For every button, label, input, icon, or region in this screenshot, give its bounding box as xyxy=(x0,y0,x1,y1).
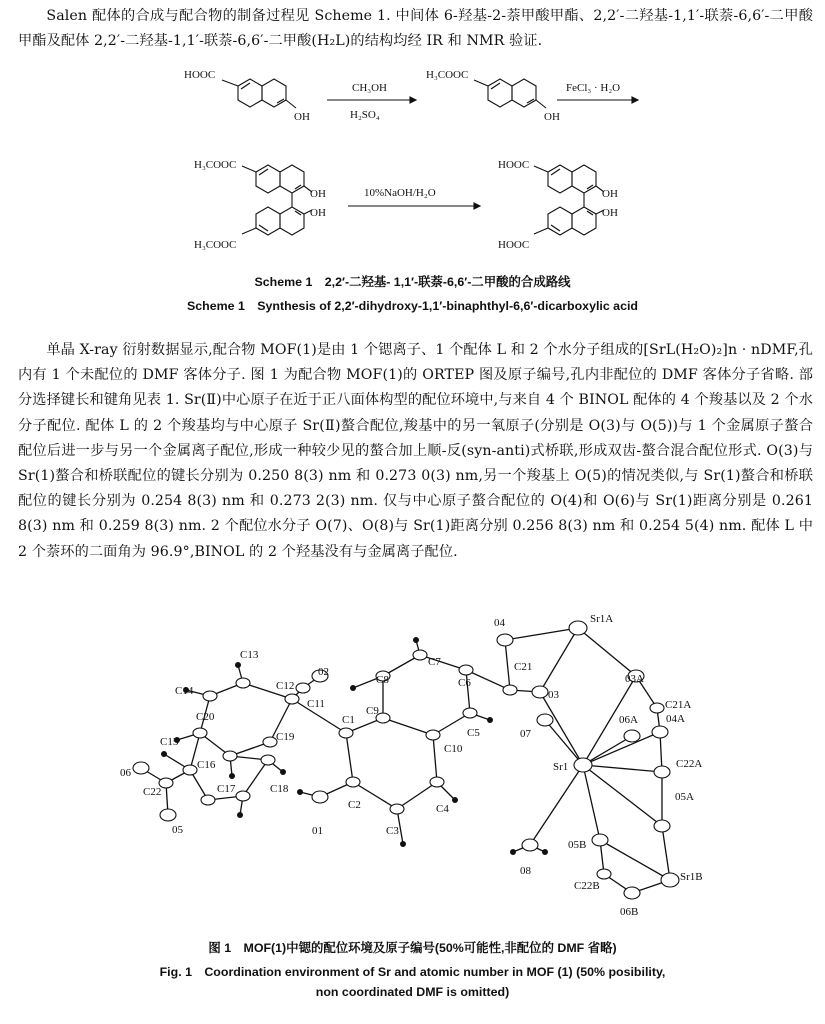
atom-o6a: 06A xyxy=(619,714,638,726)
label-hooc-d2: HOOC xyxy=(498,239,530,251)
atom-c22a: C22A xyxy=(676,758,703,770)
figure-caption-en-line1: Fig. 1 Coordination environment of Sr and atomic number in MOF (1) (50% posibility, xyxy=(159,965,666,979)
atom-c9: C9 xyxy=(366,705,379,717)
reagent-sulfuric-acid: H₂SO₄ xyxy=(350,109,380,121)
atom-c1: C1 xyxy=(342,714,355,726)
atom-o5: 05 xyxy=(172,824,183,836)
label-hooc-d1: HOOC xyxy=(498,159,530,171)
atom-c3: C3 xyxy=(386,825,399,837)
atom-c7: C7 xyxy=(428,656,441,668)
atom-o3a: 03A xyxy=(625,673,644,685)
atom-c15: C15 xyxy=(160,736,179,748)
label-oh-d1: OH xyxy=(602,188,618,200)
reagent-ferric-chloride: FeCl₃ · H₂O xyxy=(566,82,621,94)
atom-c10: C10 xyxy=(444,743,463,755)
intro-text: Salen 配体的合成与配合物的制备过程见 Scheme 1. 中间体 6-羟基-2-萘甲酸甲酯、2,2′-二羟基-1,1′-联萘-6,6′-二甲酸甲酯及配体 2,2′-二羟基-1,1′-联萘-6,6′-二甲酸(H₂L)的结构均经 IR 和 NMR 验证. xyxy=(18,8,813,50)
reagent-methanol: CH₃OH xyxy=(352,82,388,94)
atom-c21a: C21A xyxy=(665,699,692,711)
atom-c22b: C22B xyxy=(574,880,600,892)
atom-c12: C12 xyxy=(276,680,295,692)
atom-o1: 01 xyxy=(312,825,323,837)
atom-o4a: 04A xyxy=(666,713,685,725)
atom-c2: C2 xyxy=(348,799,361,811)
results-text: 单晶 X-ray 衍射数据显示,配合物 MOF(1)是由 1 个锶离子、1 个配体 L 和 2 个水分子组成的[SrL(H₂O)₂]n · nDMF,孔内有 1 个未配位的 DMF 客体分子. 图 1 为配合物 MOF(1)的 ORTEP 图及原子编号,孔内非配位的 DMF 客体分子省略. 部分选择键长和键角见表 1. Sr(Ⅱ)中心原子在近于正八面体构型的配位环境中,与来自 4 个 BINOL 配体的 4 个羧基以及 2 个水分子配位. 配体 L 的 2 个羧基均与中心原子 Sr(Ⅱ)螯合配位,羧基中的另一氧原子(分别是 O(3)与 O(5))与 1 个金属原子螯合配位后进一步与另一个金属离子配位,形成一种较少见的螯合加上顺-反(syn-anti)式桥联,形成双齿-螯合混合配位形式. O(3)与 Sr(1)螯合和桥联配位的键长分别为 0.250 8(3) nm 和 0.273 0(3) nm,另一个羧基上 O(5)的情况类似,与 Sr(1)螯合和桥联配位的键长分别为 0.254 8(3) nm 和 0.273 2(3) nm. 仅与中心原子螯合配位的 O(4)和 O(6)与 Sr(1)距离分别是 0.261 8(3) nm 和 0.259 8(3) nm. 2 个配位水分子 O(7)、O(8)与 Sr(1)距离分别 0.256 8(3) nm 和 0.254 5(4) nm. 配体 L 中 2 个萘环的二面角为 96.9°,BINOL 的 2 个羟基没有与金属离子配位. xyxy=(18,342,813,560)
atom-o5b: 05B xyxy=(568,839,587,851)
atom-c20: C20 xyxy=(196,711,215,723)
scheme-caption-en: Scheme 1 Synthesis of 2,2′-dihydroxy-1,1′-binaphthyl-6,6′-dicarboxylic acid xyxy=(187,299,638,313)
atom-sr1: Sr1 xyxy=(553,761,569,773)
atom-o2: 02 xyxy=(318,666,329,678)
label-oh-c2: OH xyxy=(310,207,326,219)
label-oh-b: OH xyxy=(544,111,560,123)
label-hooc-a: HOOC xyxy=(184,69,216,81)
label-h3cooc-b: H₃COOC xyxy=(426,69,469,81)
atom-o6b: 06B xyxy=(620,906,639,918)
atom-c11: C11 xyxy=(307,698,325,710)
atom-c19: C19 xyxy=(276,731,295,743)
figure-caption-en-line2: non coordinated DMF is omitted) xyxy=(315,985,510,999)
atom-o4: 04 xyxy=(494,617,505,629)
atom-c16: C16 xyxy=(197,759,216,771)
atom-sr1a: Sr1A xyxy=(590,613,614,625)
atom-sr1b: Sr1B xyxy=(680,871,703,883)
atom-c13: C13 xyxy=(240,649,259,661)
scheme-caption-cn: Scheme 1 2,2′-二羟基- 1,1′-联萘-6,6′-二甲酸的合成路线 xyxy=(254,275,571,289)
atom-c8: C8 xyxy=(376,674,389,686)
atom-c14: C14 xyxy=(175,685,194,697)
atom-c5: C5 xyxy=(467,727,480,739)
atom-o3: 03 xyxy=(548,689,559,701)
atom-c6: C6 xyxy=(458,677,471,689)
atom-o5a: 05A xyxy=(675,791,694,803)
label-h3cooc-c2: H₃COOC xyxy=(194,239,237,251)
label-oh-d2: OH xyxy=(602,207,618,219)
reagent-naoh: 10%NaOH/H₂O xyxy=(364,187,436,199)
figure-caption-cn: 图 1 MOF(1)中锶的配位环境及原子编号(50%可能性,非配位的 DMF 省略) xyxy=(208,941,617,955)
atom-o7: 07 xyxy=(520,728,531,740)
atom-c18: C18 xyxy=(270,783,289,795)
atom-c17: C17 xyxy=(217,783,236,795)
atom-c4: C4 xyxy=(436,803,449,815)
label-h3cooc-c1: H₃COOC xyxy=(194,159,237,171)
label-oh-c1: OH xyxy=(310,188,326,200)
label-oh-a: OH xyxy=(294,111,310,123)
atom-o6: 06 xyxy=(120,767,131,779)
atom-c21: C21 xyxy=(514,661,533,673)
atom-o8: 08 xyxy=(520,865,531,877)
atom-c22: C22 xyxy=(143,786,162,798)
